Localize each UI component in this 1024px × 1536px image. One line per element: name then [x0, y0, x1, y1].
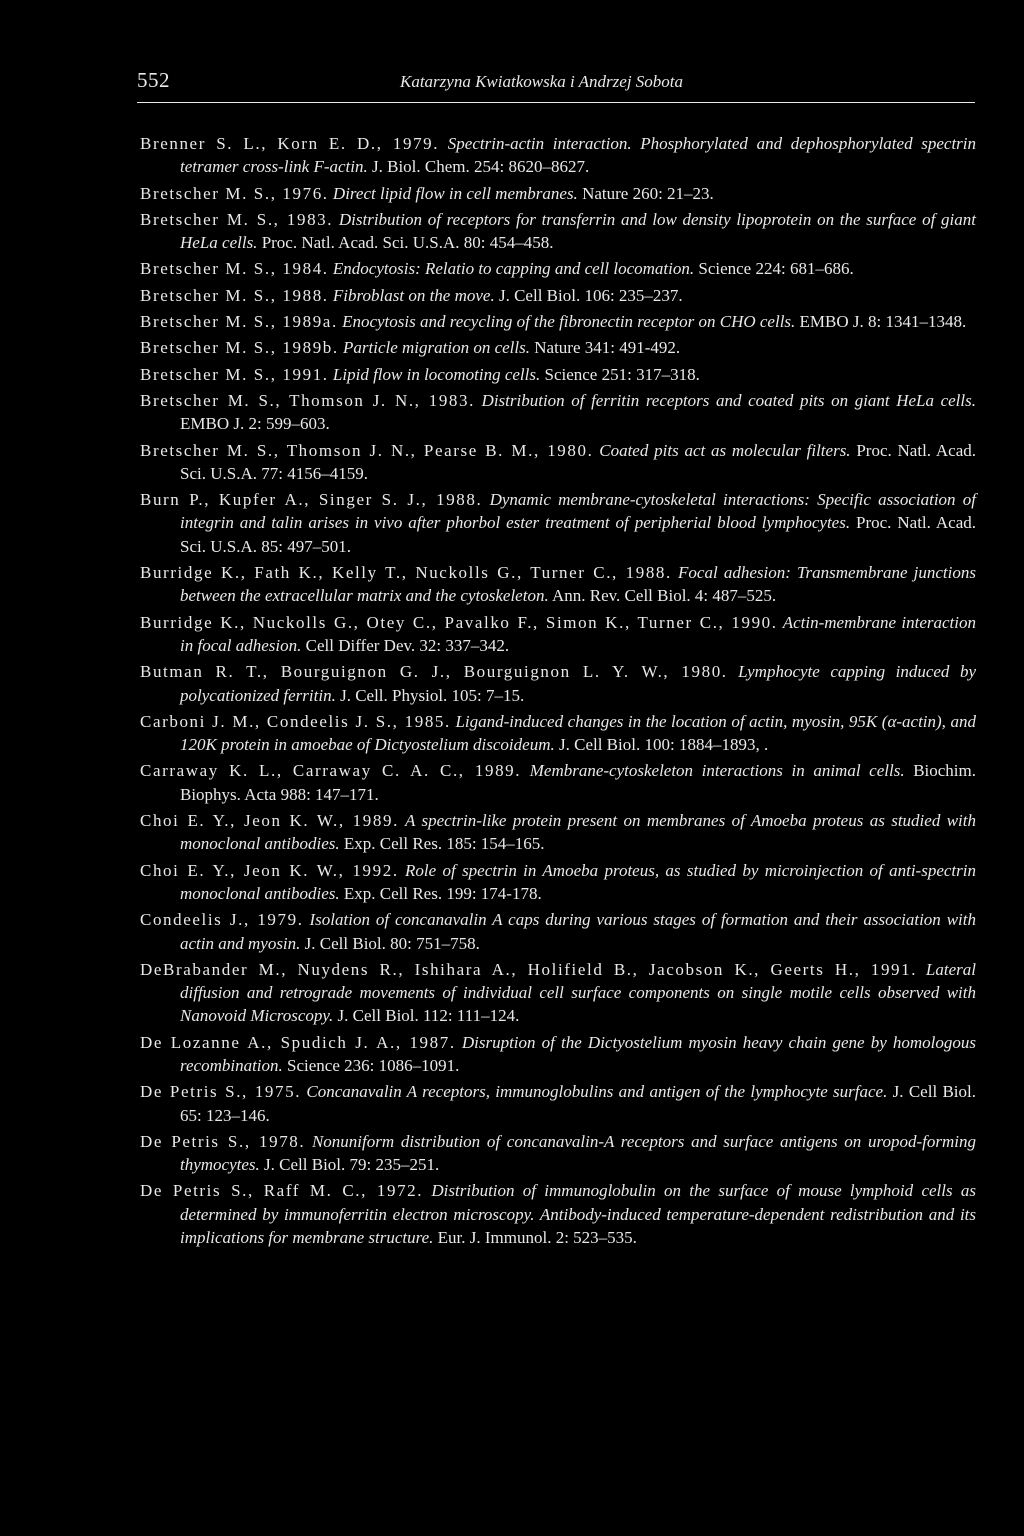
- reference-entry: [140, 208, 976, 255]
- reference-title: Coated pits act as molecular filters.: [593, 440, 851, 460]
- reference-title: Distribution of ferritin receptors and coated pits on giant HeLa cells.: [474, 390, 976, 410]
- reference-authors: Brenner S. L., Korn E. D., 1979.: [140, 134, 440, 153]
- reference-authors: De Petris S., Raff M. C., 1972.: [140, 1181, 424, 1201]
- reference-entry: [140, 1130, 976, 1177]
- reference-authors: Bretscher M. S., Thomson J. N., 1983.: [140, 390, 475, 410]
- reference-authors: Burridge K., Fath K., Kelly T., Nuckolls G., Turner C., 1988.: [140, 563, 672, 583]
- reference-entry: [140, 611, 976, 658]
- reference-title: Direct lipid flow in cell membranes.: [328, 183, 578, 203]
- reference-title: Enocytosis and recycling of the fibronectin receptor on CHO cells.: [337, 312, 796, 332]
- reference-source: Eur. J. Immunol. 2: 523–535.: [433, 1228, 637, 1248]
- reference-title: Ligand-induced changes in the location of actin, myosin, 95K (α-actin), and 120K protein in amoebae of Dictyostelium discoideum.: [180, 711, 976, 755]
- reference-source: Ann. Rev. Cell Biol. 4: 487–525.: [548, 586, 777, 606]
- reference-title: Focal adhesion: Transmembrane junctions between the extracellular matrix and the cytoskeleton.: [180, 563, 976, 606]
- reference-authors: Carboni J. M., Condeelis J. S., 1985.: [140, 711, 451, 731]
- reference-entry: [140, 439, 976, 486]
- reference-authors: Butman R. T., Bourguignon G. J., Bourguignon L. Y. W., 1980.: [140, 662, 728, 682]
- reference-authors: Choi E. Y., Jeon K. W., 1989.: [140, 811, 399, 831]
- reference-authors: De Lozanne A., Spudich J. A., 1987.: [140, 1032, 456, 1052]
- reference-authors: Burn P., Kupfer A., Singer S. J., 1988.: [140, 490, 483, 510]
- reference-title: Concanavalin A receptors, immunoglobulins and antigen of the lymphocyte surface.: [301, 1082, 888, 1102]
- reference-title: Spectrin-actin interaction. Phosphorylated and dephosphorylated spectrin tetramer cross-link F-actin.: [180, 134, 976, 177]
- reference-entry: [140, 561, 976, 608]
- reference-authors: Condeelis J., 1979.: [140, 910, 304, 930]
- reference-authors: De Petris S., 1975.: [140, 1082, 302, 1102]
- reference-source: EMBO J. 8: 1341–1348.: [795, 312, 967, 332]
- reference-source: J. Biol. Chem. 254: 8620–8627.: [367, 157, 590, 177]
- reference-entry: [140, 908, 976, 955]
- reference-source: Proc. Natl. Acad. Sci. U.S.A. 80: 454–458.: [257, 233, 554, 253]
- reference-source: Science 224: 681–686.: [694, 259, 854, 279]
- reference-source: J. Cell Biol. 65: 123–146.: [180, 1082, 977, 1125]
- reference-title: Particle migration on cells.: [338, 338, 530, 358]
- reference-title: Dynamic membrane-cytoskeletal interactions: Specific association of integrin and talin arises in vivo after phorbol ester treatment of peripherial blood lymphocytes.: [180, 490, 976, 533]
- reference-authors: Bretscher M. S., 1989a.: [140, 312, 338, 332]
- reference-title: Lipid flow in locomoting cells.: [328, 364, 541, 384]
- reference-source: Proc. Natl. Acad. Sci. U.S.A. 77: 4156–4159.: [180, 440, 977, 483]
- reference-authors: Bretscher M. S., 1991.: [140, 364, 329, 384]
- page-header: [137, 68, 975, 102]
- reference-entry: [140, 710, 976, 757]
- reference-entry: [140, 363, 976, 386]
- reference-authors: Choi E. Y., Jeon K. W., 1992.: [140, 860, 399, 880]
- reference-title: Fibroblast on the move.: [328, 285, 495, 305]
- reference-source: Biochim. Biophys. Acta 988: 147–171.: [180, 761, 976, 804]
- page-number: 552: [137, 68, 170, 92]
- reference-title: A spectrin-like protein present on membranes of Amoeba proteus as studied with monoclonal antibodies.: [180, 811, 976, 854]
- reference-authors: Bretscher M. S., 1983.: [140, 209, 334, 229]
- reference-entry: [140, 660, 976, 707]
- reference-title: Isolation of concanavalin A caps during various stages of formation and their association with actin and myosin.: [180, 910, 976, 953]
- reference-source: Science 236: 1086–1091.: [282, 1055, 460, 1075]
- header-rule: [137, 102, 975, 103]
- reference-source: Exp. Cell Res. 199: 174-178.: [339, 883, 542, 903]
- reference-list: [140, 132, 976, 1252]
- reference-authors: Burridge K., Nuckolls G., Otey C., Pavalko F., Simon K., Turner C., 1990.: [140, 612, 778, 632]
- reference-entry: [140, 1031, 976, 1078]
- reference-source: Science 251: 317–318.: [540, 364, 700, 384]
- reference-source: J. Cell. Physiol. 105: 7–15.: [335, 685, 525, 705]
- reference-authors: Bretscher M. S., 1984.: [140, 259, 329, 279]
- reference-source: J. Cell Biol. 106: 235–237.: [494, 285, 683, 305]
- reference-source: J. Cell Biol. 112: 111–124.: [333, 1006, 520, 1026]
- reference-title: Role of spectrin in Amoeba proteus, as studied by microinjection of anti-spectrin monoclonal antibodies.: [180, 860, 976, 903]
- reference-entry: [140, 759, 976, 806]
- reference-source: Proc. Natl. Acad. Sci. U.S.A. 85: 497–501.: [180, 513, 977, 556]
- reference-entry: [140, 1080, 976, 1127]
- reference-authors: DeBrabander M., Nuydens R., Ishihara A., Holifield B., Jacobson K., Geerts H., 1991.: [140, 959, 918, 979]
- reference-entry: [140, 488, 976, 558]
- reference-authors: De Petris S., 1978.: [140, 1131, 306, 1151]
- reference-title: Disruption of the Dictyostelium myosin heavy chain gene by homologous recombination.: [180, 1032, 976, 1075]
- reference-authors: Bretscher M. S., 1976.: [140, 183, 329, 203]
- reference-entry: [140, 257, 976, 280]
- reference-title: Endocytosis: Relatio to capping and cell locomation.: [328, 259, 695, 279]
- reference-source: J. Cell Biol. 80: 751–758.: [300, 933, 480, 953]
- reference-title: Actin-membrane interaction in focal adhesion.: [180, 612, 976, 655]
- reference-source: Nature 341: 491-492.: [530, 338, 681, 358]
- reference-entry: [140, 132, 976, 179]
- reference-source: Exp. Cell Res. 185: 154–165.: [339, 834, 545, 854]
- reference-source: Cell Differ Dev. 32: 337–342.: [301, 635, 510, 655]
- reference-entry: [140, 809, 976, 856]
- reference-entry: [140, 1179, 976, 1249]
- reference-entry: [140, 284, 976, 307]
- reference-source: J. Cell Biol. 100: 1884–1893, .: [554, 735, 769, 755]
- reference-entry: [140, 859, 976, 906]
- reference-entry: [140, 389, 976, 436]
- reference-entry: [140, 336, 976, 359]
- reference-source: J. Cell Biol. 79: 235–251.: [259, 1155, 440, 1175]
- reference-title: Distribution of immunoglobulin on the surface of mouse lymphoid cells as determined by immunoferritin electron microscopy. Antibody-induced temperature-dependent redistribution and its implications for membrane structure.: [180, 1181, 976, 1248]
- reference-title: Nonuniform distribution of concanavalin-A receptors and surface antigens on uropod-forming thymocytes.: [180, 1131, 976, 1175]
- reference-title: Distribution of receptors for transferrin and low density lipoprotein on the surface of giant HeLa cells.: [180, 209, 976, 253]
- reference-title: Membrane-cytoskeleton interactions in animal cells.: [521, 761, 905, 781]
- reference-authors: Bretscher M. S., 1988.: [140, 285, 329, 305]
- reference-title: Lymphocyte capping induced by polycationized ferritin.: [180, 662, 976, 705]
- reference-authors: Carraway K. L., Carraway C. A. C., 1989.: [140, 761, 522, 781]
- reference-entry: [140, 958, 976, 1028]
- reference-source: Nature 260: 21–23.: [577, 183, 714, 203]
- reference-authors: Bretscher M. S., 1989b.: [140, 338, 339, 358]
- reference-entry: [140, 182, 976, 205]
- reference-authors: Bretscher M. S., Thomson J. N., Pearse B. M., 1980.: [140, 440, 594, 460]
- reference-entry: [140, 310, 976, 333]
- reference-title: Lateral diffusion and retrograde movements of individual cell surface components on single motile cells observed with Nanovoid Microscopy.: [180, 959, 976, 1026]
- reference-source: EMBO J. 2: 599–603.: [180, 414, 330, 434]
- running-head: Katarzyna Kwiatkowska i Andrzej Sobota: [400, 72, 684, 91]
